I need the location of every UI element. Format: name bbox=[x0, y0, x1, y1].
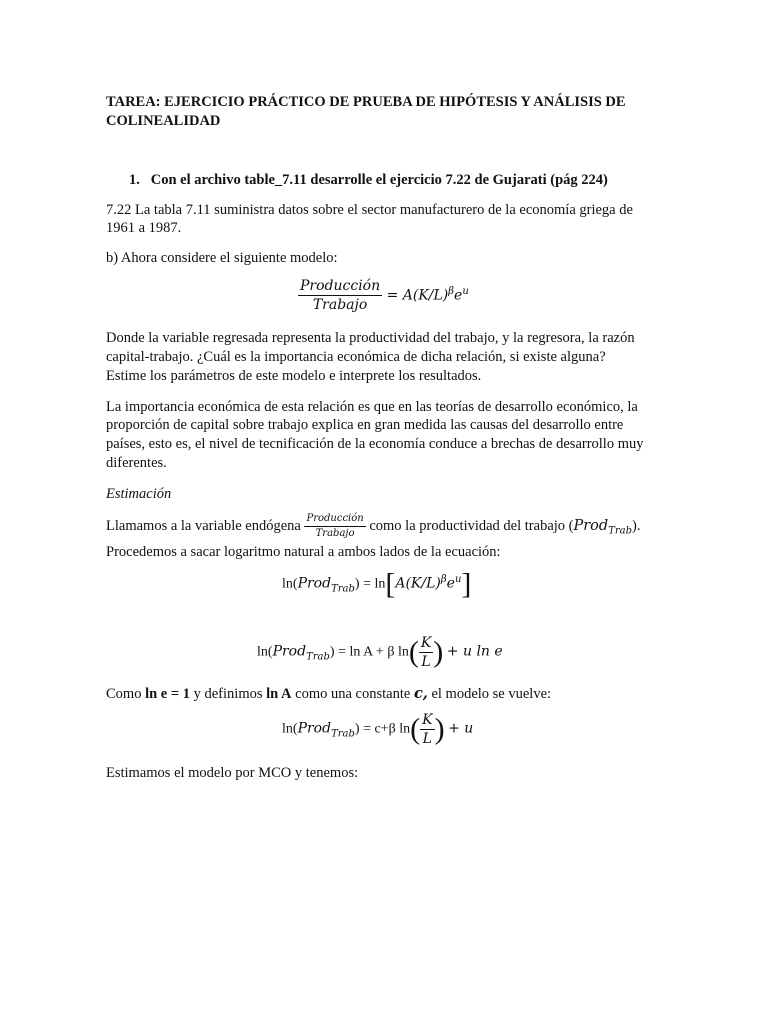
fraction-numerator: Producción bbox=[300, 278, 381, 294]
p5-end: ). bbox=[632, 517, 641, 534]
prod-symbol: Prod bbox=[272, 643, 307, 660]
equation-rhs: = A(K/L) bbox=[386, 287, 449, 304]
exercise-item-1 bbox=[129, 171, 608, 189]
equation-tail: + u bbox=[448, 720, 474, 737]
equation-mid: ) = c+β ln bbox=[354, 721, 411, 737]
p6-middle: y definimos bbox=[193, 686, 263, 702]
inline-fraction bbox=[304, 513, 365, 540]
p4-line-4: diferentes. bbox=[106, 455, 167, 471]
model-fraction bbox=[298, 278, 382, 313]
p5-before: Llamamos a la variable endógena bbox=[106, 517, 301, 534]
p6-end: el modelo se vuelve: bbox=[431, 686, 552, 702]
beta-exponent: β bbox=[448, 285, 455, 297]
u-exponent: u bbox=[454, 574, 462, 585]
trab-subscript: Trab bbox=[331, 728, 355, 740]
p6-line bbox=[106, 685, 551, 703]
k-symbol: K bbox=[420, 635, 432, 651]
p5-line-1 bbox=[106, 513, 640, 541]
euler-e: e bbox=[446, 575, 455, 592]
right-paren: ) bbox=[433, 635, 444, 669]
equation-tail: + u ln e bbox=[446, 643, 503, 660]
equation-mid: ) = ln A + β ln bbox=[329, 644, 409, 660]
trab-subscript: Trab bbox=[306, 651, 330, 663]
p3-line-1: Donde la variable regresada representa la productividad del trabajo, y la regresora, la razón bbox=[106, 330, 635, 346]
ln-a: ln A bbox=[266, 686, 292, 702]
inline-fraction-numerator: Producción bbox=[304, 513, 365, 527]
exercise-number: 1. bbox=[129, 172, 140, 188]
subheading-estimation: Estimación bbox=[106, 486, 172, 502]
l-symbol: L bbox=[421, 654, 431, 670]
p6-middle-2: como una constante bbox=[295, 686, 411, 702]
left-paren: ( bbox=[410, 712, 421, 746]
p4-line-1: La importancia económica de esta relación es que en las teorías de desarrollo económico, la bbox=[106, 399, 638, 415]
prod-symbol: Prod bbox=[573, 517, 609, 534]
left-bracket: [ bbox=[385, 567, 396, 601]
k-symbol: K bbox=[422, 712, 433, 728]
k-over-l-fraction bbox=[420, 712, 434, 747]
log-equation-1: ln(Prod$_{Trab}$) = $\ln[A(K/L)^\beta e^u]$ bbox=[282, 567, 472, 601]
model-intro: b) Ahora considere el siguiente modelo: bbox=[106, 250, 338, 266]
exercise-text: Con el archivo table_7.11 desarrolle el ejercicio 7.22 de Gujarati (pág 224) bbox=[150, 172, 608, 188]
trab-subscript: Trab bbox=[331, 583, 355, 595]
k-over-l-fraction bbox=[419, 635, 433, 670]
p3-line-2: capital-trabajo. ¿Cuál es la importancia económica de dicha relación, si existe alguna? bbox=[106, 349, 606, 365]
model-equation bbox=[298, 278, 469, 313]
p4-line-2: proporción de capital sobre trabajo explica en gran medida las causas del desarrollo entre bbox=[106, 417, 624, 433]
ln-e-equals-1: ln e = 1 bbox=[145, 686, 190, 702]
right-bracket: ] bbox=[461, 567, 472, 601]
p5-line-2: Procedemos a sacar logaritmo natural a ambos lados de la ecuación: bbox=[106, 544, 501, 560]
title-line-2: COLINEALIDAD bbox=[106, 113, 221, 129]
final-model-equation: ln(Prod$_{Trab}$) = c+β ln( $\frac{K}{L}$ ) + u bbox=[282, 712, 474, 747]
constant-c: c, bbox=[413, 685, 428, 702]
p6-before: Como bbox=[106, 686, 142, 702]
right-paren: ) bbox=[434, 712, 445, 746]
title-line-1: TAREA: EJERCICIO PRÁCTICO DE PRUEBA DE HIPÓTESIS Y ANÁLISIS DE bbox=[106, 94, 626, 110]
inline-fraction-denominator: Trabajo bbox=[315, 528, 355, 539]
bracket-inner: A(K/L) bbox=[395, 575, 441, 592]
left-paren: ( bbox=[408, 635, 419, 669]
fraction-denominator: Trabajo bbox=[312, 297, 368, 313]
p5-middle: como la productividad del trabajo ( bbox=[369, 517, 574, 534]
u-exponent: u bbox=[462, 285, 469, 297]
prod-symbol: Prod bbox=[297, 720, 332, 737]
l-symbol: L bbox=[422, 731, 432, 747]
p7-line: Estimamos el modelo por MCO y tenemos: bbox=[106, 765, 359, 781]
ln-operator: ln bbox=[257, 644, 268, 660]
p4-line-3: países, esto es, el nivel de tecnificación de la economía conduce a brechas de desarrollo muy bbox=[106, 436, 644, 452]
log-equation-2: ln(Prod$_{Trab}$) = ln A + β ln( $\frac{K}{L}$ ) + u ln e bbox=[257, 635, 503, 670]
ln-operator: ln bbox=[282, 721, 293, 737]
euler-e: e bbox=[454, 287, 463, 304]
p3-line-3: Estime los parámetros de este modelo e interprete los resultados. bbox=[106, 368, 482, 384]
equals-ln: ) = ln bbox=[354, 576, 386, 592]
trab-subscript: Trab bbox=[608, 525, 633, 537]
ln-operator: ln bbox=[282, 576, 293, 592]
prod-symbol: Prod bbox=[297, 575, 332, 592]
p1-line-2: 1961 a 1987. bbox=[106, 220, 182, 236]
beta-exponent: β bbox=[440, 574, 447, 585]
p1-line-1: 7.22 La tabla 7.11 suministra datos sobre el sector manufacturero de la economía griega de bbox=[106, 202, 633, 218]
